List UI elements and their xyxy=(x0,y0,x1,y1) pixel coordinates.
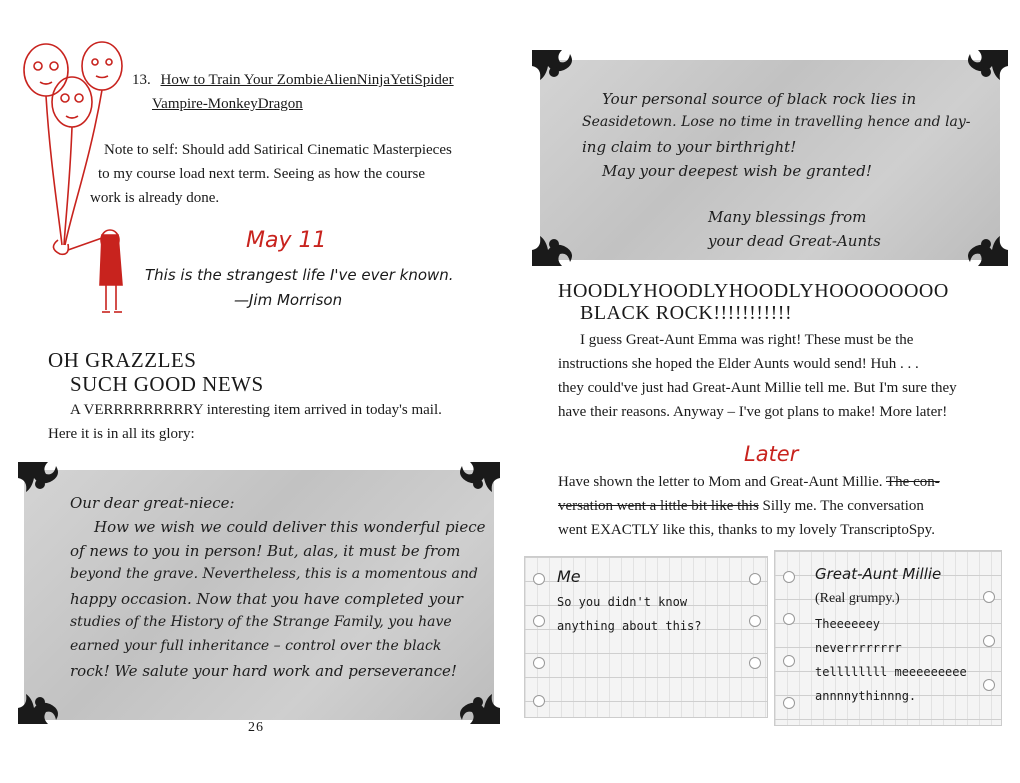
intro-line-1: A VERRRRRRRRRY interesting item arrived in today's mail. xyxy=(70,402,442,418)
binder-ring-icon xyxy=(749,657,761,669)
binder-ring-icon xyxy=(533,573,545,585)
letter-salutation: Our dear great-niece: xyxy=(70,494,235,512)
ornament-corner-icon xyxy=(14,458,70,514)
binder-ring-icon xyxy=(533,657,545,669)
binder-ring-icon xyxy=(783,697,795,709)
letter-line-5: studies of the History of the Strange Family, you have xyxy=(70,614,452,630)
letter-line-3: beyond the grave. Nevertheless, this is a momentous and xyxy=(70,566,478,582)
letter-signoff-2: your dead Great-Aunts xyxy=(708,232,881,250)
later-line-3: went EXACTLY like this, thanks to my lovely TranscriptoSpy. xyxy=(558,522,935,538)
later-line-1-text: Have shown the letter to Mom and Great-Aunt Millie. xyxy=(558,474,883,490)
transcript-line-1: Theeeeeey xyxy=(815,617,881,631)
ornament-corner-icon xyxy=(528,46,584,102)
list-title-line1: How to Train Your ZombieAlienNinjaYetiSpider xyxy=(160,72,454,88)
note-line-3: work is already done. xyxy=(90,190,220,206)
intro-line-2: Here it is in all its glory: xyxy=(48,426,195,442)
para-line-4: have their reasons. Anyway – I've got plans to make! More later! xyxy=(558,404,948,420)
letter-line-6: earned your full inheritance – control over the black xyxy=(70,638,442,654)
transcript-line-3: tellllllll meeeeeeeee xyxy=(815,665,967,679)
para-line-1: I guess Great-Aunt Emma was right! These must be the xyxy=(580,332,914,348)
right-heading-line1: HOODLYHOODLYHOODLYHOOOOOOOO xyxy=(558,280,949,302)
page-number: 26 xyxy=(248,720,264,735)
speaker-great-aunt-millie: Great-Aunt Millie xyxy=(815,565,942,583)
date-heading-later: Later xyxy=(744,442,799,466)
transcript-line-1: So you didn't know xyxy=(557,595,688,609)
para-line-2: instructions she hoped the Elder Aunts would send! Huh . . . xyxy=(558,356,919,372)
binder-ring-icon xyxy=(783,571,795,583)
list-item-13 xyxy=(132,68,492,92)
ornament-corner-icon xyxy=(956,214,1012,270)
later-line-1 xyxy=(558,470,940,494)
binder-ring-icon xyxy=(783,613,795,625)
letter-line-1: How we wish we could deliver this wonderful piece xyxy=(94,518,486,536)
later-line-1-strike: The con- xyxy=(886,474,940,490)
para-line-3: they could've just had Great-Aunt Millie tell me. But I'm sure they xyxy=(558,380,957,396)
letter-signoff-1: Many blessings from xyxy=(708,208,867,226)
letter-line-2: of news to you in person! But, alas, it must be from xyxy=(70,542,461,560)
letter-line-3: ing claim to your birthright! xyxy=(582,138,797,156)
binder-ring-icon xyxy=(749,573,761,585)
binder-ring-icon xyxy=(983,591,995,603)
note-line-2: to my course load next term. Seeing as how the course xyxy=(98,166,425,182)
list-number: 13. xyxy=(132,72,151,88)
ornament-corner-icon xyxy=(956,46,1012,102)
section-heading-line2: SUCH GOOD NEWS xyxy=(70,372,264,396)
section-heading-line1: OH GRAZZLES xyxy=(48,348,197,372)
speaker-me: Me xyxy=(557,567,581,586)
left-letter xyxy=(24,470,494,720)
transcript-line-2: anything about this? xyxy=(557,619,702,633)
ornament-corner-icon xyxy=(448,458,504,514)
ornament-corner-icon xyxy=(14,672,70,728)
later-line-2-text: Silly me. The conversation xyxy=(762,498,924,514)
quote-text: This is the strangest life I've ever known. xyxy=(145,266,454,284)
letter-line-2: Seasidetown. Lose no time in travelling hence and lay- xyxy=(582,114,971,130)
letter-line-7: rock! We salute your hard work and perseverance! xyxy=(70,662,457,680)
transcript-line-4: annnnythinnng. xyxy=(815,689,917,703)
binder-ring-icon xyxy=(533,615,545,627)
binder-ring-icon xyxy=(749,615,761,627)
list-title-line2: Vampire-MonkeyDragon xyxy=(152,96,303,112)
note-line-1: Note to self: Should add Satirical Cinematic Masterpieces xyxy=(104,142,452,158)
letter-line-4: happy occasion. Now that you have completed your xyxy=(70,590,463,608)
later-line-2-strike: versation went a little bit like this xyxy=(558,498,759,514)
binder-ring-icon xyxy=(983,635,995,647)
binder-ring-icon xyxy=(533,695,545,707)
ornament-corner-icon xyxy=(528,214,584,270)
right-heading-line2: BLACK ROCK!!!!!!!!!!! xyxy=(580,302,793,324)
letter-line-1: Your personal source of black rock lies in xyxy=(602,90,917,108)
ornament-corner-icon xyxy=(448,672,504,728)
binder-ring-icon xyxy=(983,679,995,691)
binder-ring-icon xyxy=(783,655,795,667)
date-heading-may-11: May 11 xyxy=(246,228,327,253)
letter-line-4: May your deepest wish be granted! xyxy=(602,162,872,180)
later-line-2 xyxy=(558,494,924,518)
right-letter xyxy=(540,60,1000,260)
speaker-aside: (Real grumpy.) xyxy=(815,591,900,606)
transcript-note-millie xyxy=(774,550,1002,726)
transcript-note-me xyxy=(524,556,768,718)
quote-author: —Jim Morrison xyxy=(234,291,343,309)
transcript-line-2: neverrrrrrrr xyxy=(815,641,902,655)
